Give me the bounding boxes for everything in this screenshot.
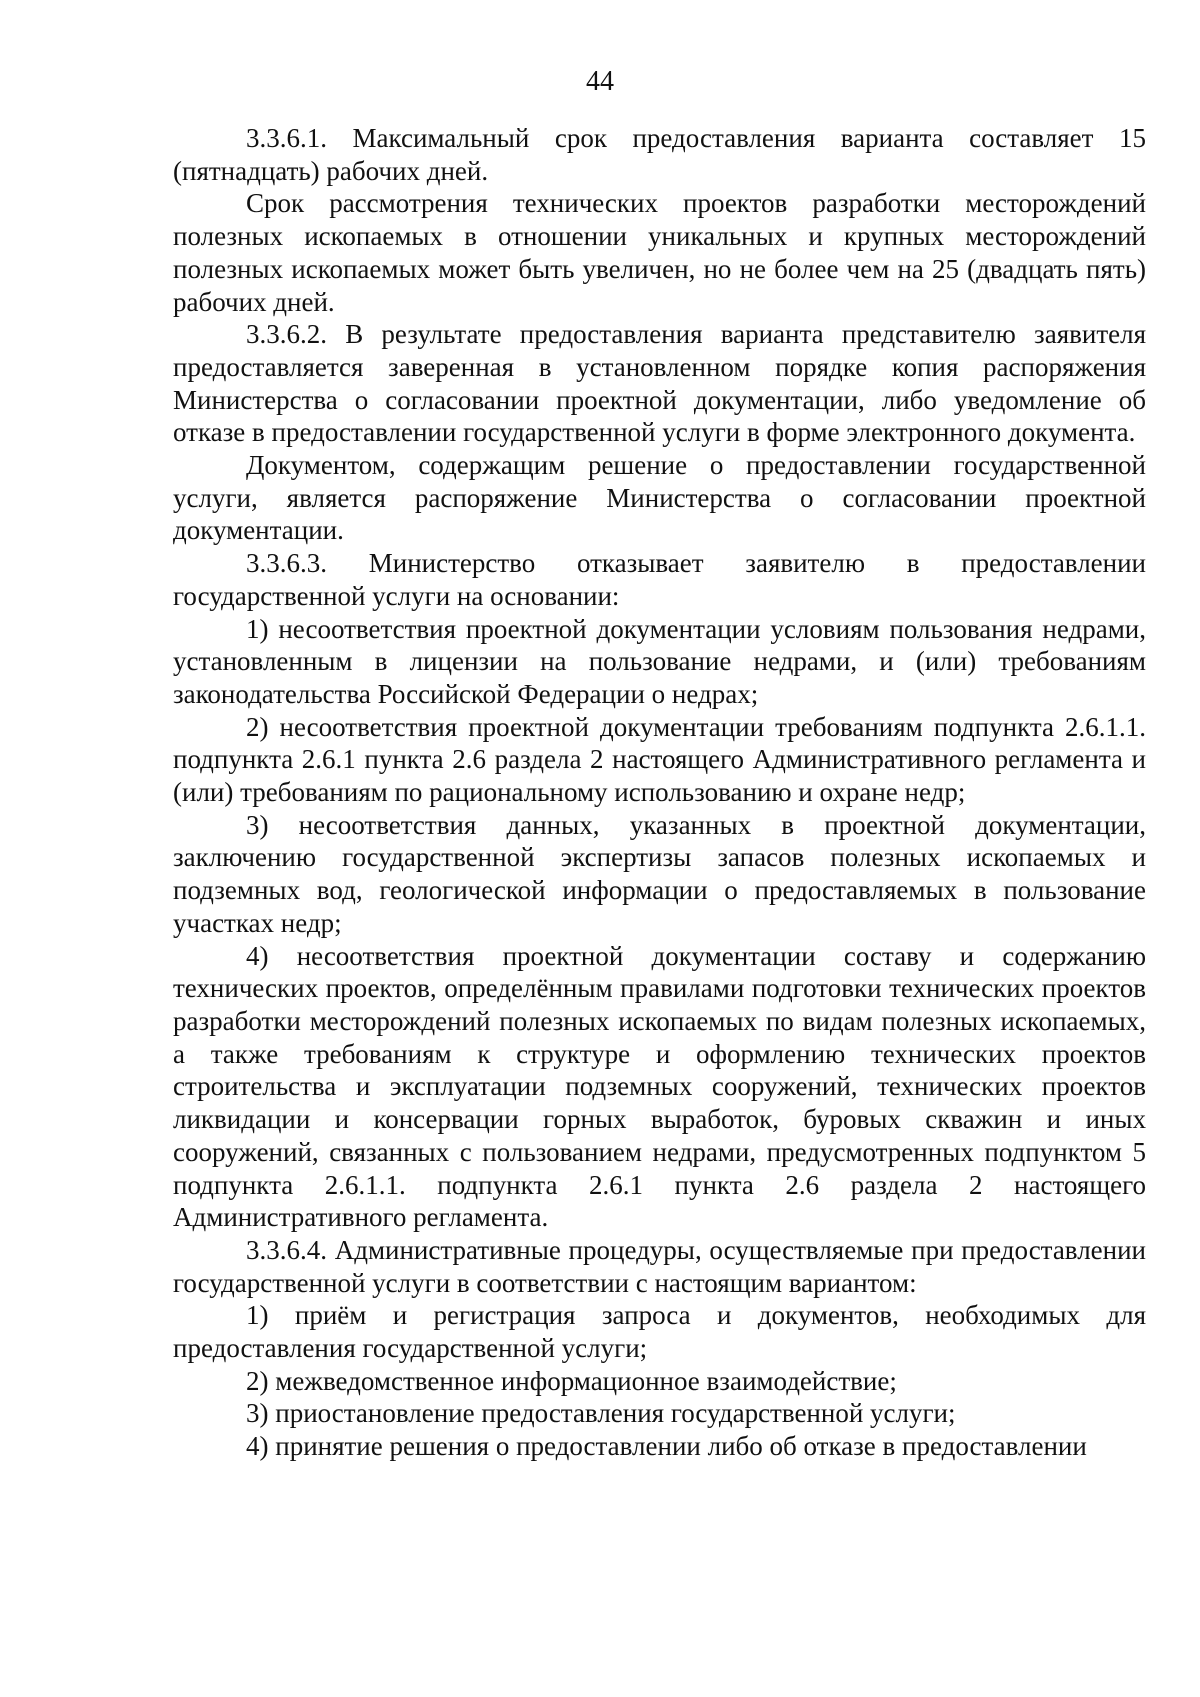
paragraph-3-3-6-4: 3.3.6.4. Административные процедуры, осуществляемые при предоставлении государственной услуги в соответствии с настоящим вариантом: <box>173 1234 1146 1298</box>
paragraph-3-3-6-1: 3.3.6.1. Максимальный срок предоставления варианта составляет 15 (пятнадцать) рабочих дней. <box>173 123 1146 186</box>
refusal-item-4: 4) несоответствия проектной документации составу и содержанию технических проектов, определённым правилами подготовки технических проектов разработки месторождений полезных ископаемых по видам полезных ископаемых, а также требованиям к структуре и оформлению технических проектов строительства и эксплуатации подземных сооружений, технических проектов ликвидации и консервации горных выработок, буровых скважин и иных сооружений, связанных с пользованием недрами, предусмотренных подпунктом 5 подпункта 2.6.1.1. подпункта 2.6.1 пункта 2.6 раздела 2 настоящего Административного регламента. <box>173 940 1146 1233</box>
document-body <box>173 122 1146 1463</box>
paragraph-3-3-6-3: 3.3.6.3. Министерство отказывает заявителю в предоставлении государственной услуги на основании: <box>173 548 1146 611</box>
procedure-item-2: 2) межведомственное информационное взаимодействие; <box>246 1365 897 1396</box>
paragraph-3-3-6-2: 3.3.6.2. В результате предоставления варианта представителю заявителя предоставляется заверенная в установленном порядке копия распоряжения Министерства о согласовании проектной документации, либо уведомление об отказе в предоставлении государственной услуги в форме электронного документа. <box>173 319 1146 448</box>
procedure-item-1: 1) приём и регистрация запроса и документов, необходимых для предоставления государственной услуги; <box>173 1300 1146 1364</box>
refusal-item-2: 2) несоответствия проектной документации требованиям подпункта 2.6.1.1. подпункта 2.6.1 пункта 2.6 раздела 2 настоящего Административного регламента и (или) требованиям по рациональному использованию и охране недр; <box>173 711 1146 808</box>
procedure-item-3: 3) приостановление предоставления государственной услуги; <box>246 1398 956 1429</box>
refusal-item-1: 1) несоответствия проектной документации условиям пользования недрами, установленным в лицензии на пользование недрами, и (или) требованиям законодательства Российской Федерации о недрах; <box>173 613 1146 709</box>
paragraph-decision-document: Документом, содержащим решение о предоставлении государственной услуги, является распоряжение Министерства о согласовании проектной документации. <box>173 450 1146 546</box>
refusal-item-3: 3) несоответствия данных, указанных в проектной документации, заключению государственной экспертизы запасов полезных ископаемых и подземных вод, геологической информации о предоставляемых в пользование участках недр; <box>173 809 1146 938</box>
paragraph-review-period: Срок рассмотрения технических проектов разработки месторождений полезных ископаемых в отношении уникальных и крупных месторождений полезных ископаемых может быть увеличен, но не более чем на 25 (двадцать пять) рабочих дней. <box>173 188 1146 317</box>
procedure-item-4: 4) принятие решения о предоставлении либо об отказе в предоставлении <box>246 1431 1087 1462</box>
page-number: 44 <box>586 66 614 97</box>
